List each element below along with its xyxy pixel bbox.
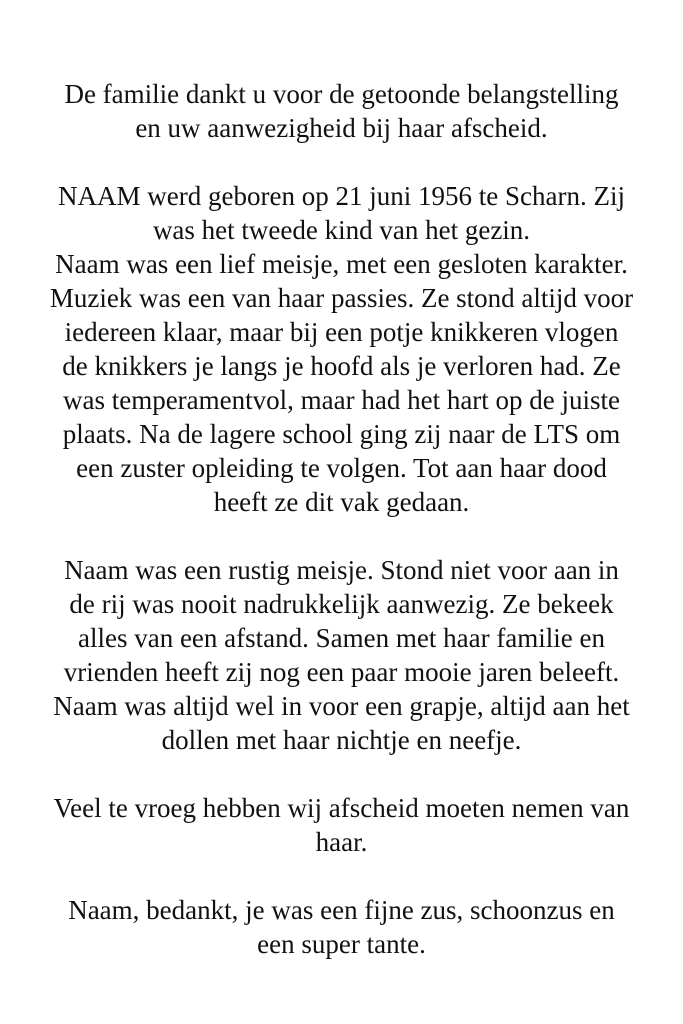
text-line: de rij was nooit nadrukkelijk aanwezig. Ze bekeek bbox=[69, 589, 614, 619]
text-line: Muziek was een van haar passies. Ze stond altijd voor bbox=[49, 283, 634, 313]
text-line: Naam was een rustig meisje. Stond niet voor aan in bbox=[64, 555, 619, 585]
text-line: alles van een afstand. Samen met haar familie en bbox=[77, 623, 606, 653]
text-line: haar. bbox=[315, 827, 368, 857]
text-line: De familie dankt u voor de getoonde belangstelling bbox=[64, 79, 619, 109]
text-line: plaats. Na de lagere school ging zij naar de LTS om bbox=[62, 419, 621, 449]
text-line: vrienden heeft zij nog een paar mooie jaren beleeft. bbox=[63, 657, 620, 687]
text-line: Naam, bedankt, je was een fijne zus, schoonzus en bbox=[68, 895, 615, 925]
text-line: een zuster opleiding te volgen. Tot aan haar dood bbox=[76, 453, 607, 483]
text-line: Naam was een lief meisje, met een gesloten karakter. bbox=[55, 249, 628, 279]
memorial-text bbox=[0, 77, 683, 995]
text-line: NAAM werd geboren op 21 juni 1956 te Scharn. Zij bbox=[58, 181, 625, 211]
text-line: een super tante. bbox=[257, 929, 426, 959]
paragraph-thanks bbox=[0, 77, 683, 145]
text-line: en uw aanwezigheid bij haar afscheid. bbox=[135, 113, 548, 143]
text-line: iedereen klaar, maar bij een potje knikkeren vlogen bbox=[64, 317, 619, 347]
text-line: Naam was altijd wel in voor een grapje, altijd aan het bbox=[53, 691, 630, 721]
text-line: was het tweede kind van het gezin. bbox=[152, 215, 531, 245]
paragraph-character bbox=[0, 553, 683, 757]
text-line: de knikkers je langs je hoofd als je verloren had. Ze bbox=[62, 351, 621, 381]
text-line: dollen met haar nichtje en neefje. bbox=[161, 725, 522, 755]
text-line: heeft ze dit vak gedaan. bbox=[213, 487, 470, 517]
text-line: was temperamentvol, maar had het hart op de juiste bbox=[62, 385, 621, 415]
paragraph-farewell bbox=[0, 791, 683, 859]
paragraph-biography bbox=[0, 179, 683, 519]
paragraph-closing bbox=[0, 893, 683, 961]
text-line: Veel te vroeg hebben wij afscheid moeten nemen van bbox=[53, 793, 630, 823]
